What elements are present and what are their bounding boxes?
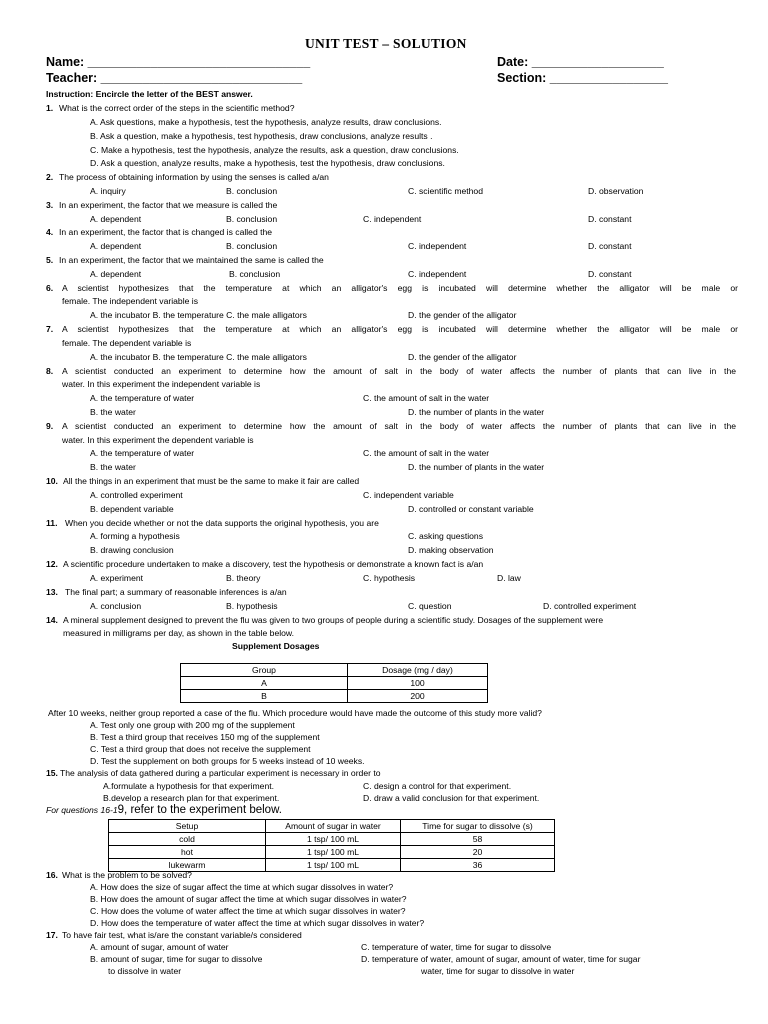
question-text: water. In this experiment the independent variable is (62, 379, 261, 389)
question-number: 13. (46, 587, 58, 597)
choice[interactable]: C. How does the volume of water affect the time at which sugar dissolves in water? (90, 906, 406, 916)
question-number: 11. (46, 518, 58, 528)
question-text: A scientist conducted an experiment to determine how the amount of salt in the body of water affects the number of plants that can live in the (62, 421, 736, 431)
table-header: Setup (109, 820, 266, 833)
choice[interactable]: A. amount of sugar, amount of water (90, 942, 229, 952)
table-cell: 200 (348, 690, 488, 703)
table-row (109, 833, 555, 846)
choice[interactable]: A. conclusion (90, 601, 142, 611)
supplement-dosages-table (180, 663, 488, 703)
table-cell: cold (109, 833, 266, 846)
table-header: Time for sugar to dissolve (s) (401, 820, 555, 833)
choice[interactable]: A. Ask questions, make a hypothesis, test the hypothesis, analyze results, draw conclusions. (90, 117, 442, 127)
question-text: A scientist hypothesizes that the temperature at which an alligator's egg is incubated will determine whether the alligator will be male or (62, 324, 738, 334)
choice[interactable]: D. the number of plants in the water (408, 462, 545, 472)
choice[interactable]: C. temperature of water, time for sugar to dissolve (361, 942, 552, 952)
question-text: A mineral supplement designed to prevent the flu was given to two groups of people during a scientific study. Dosages of the supplement were (63, 615, 604, 625)
choice[interactable]: B. Test a third group that receives 150 mg of the supplement (90, 732, 320, 742)
choice[interactable]: A. forming a hypothesis (90, 531, 180, 541)
choice[interactable]: B. How does the amount of sugar affect the time at which sugar dissolves in water? (90, 894, 407, 904)
question-number: 6. (46, 283, 54, 293)
choice-continued: water, time for sugar to dissolve in water (421, 966, 575, 976)
table-row (109, 846, 555, 859)
choice[interactable]: B. conclusion (226, 241, 278, 251)
choice[interactable]: C. scientific method (408, 186, 483, 196)
table-cell: 36 (401, 859, 555, 872)
choice[interactable]: C. question (408, 601, 452, 611)
choice[interactable]: B.develop a research plan for that experiment. (103, 793, 280, 803)
choice[interactable]: C. independent (408, 269, 467, 279)
question-text: female. The dependent variable is (62, 338, 192, 348)
choice[interactable]: C. Make a hypothesis, test the hypothesis, analyze the results, ask a question, draw conclusions. (90, 145, 459, 155)
choice[interactable]: C. Test a third group that does not receive the supplement (90, 744, 311, 754)
choice[interactable]: D. How does the temperature of water affect the time at which sugar dissolves in water? (90, 918, 425, 928)
choice[interactable]: B. conclusion (229, 269, 281, 279)
choice[interactable]: B. the water (90, 462, 136, 472)
question-text: After 10 weeks, neither group reported a case of the flu. Which procedure would have made the outcome of this study more valid? (48, 708, 542, 718)
choice[interactable]: B. hypothesis (226, 601, 278, 611)
table-cell: B (181, 690, 348, 703)
section-field[interactable]: Section: _________________ (497, 71, 668, 85)
question-text: To have fair test, what is/are the constant variable/s considered (62, 930, 302, 940)
section-intro (46, 805, 282, 816)
question-number: 12. (46, 559, 58, 569)
question-number: 2. (46, 172, 54, 182)
choice[interactable]: A. inquiry (90, 186, 126, 196)
choice[interactable]: B. conclusion (226, 214, 278, 224)
question-text: A scientist conducted an experiment to determine how the amount of salt in the body of water affects the number of plants that can live in the (62, 366, 736, 376)
table-header-row (109, 820, 555, 833)
choice[interactable]: A. Test only one group with 200 mg of the supplement (90, 720, 295, 730)
choice[interactable]: B. the water (90, 407, 136, 417)
choice[interactable]: B. Ask a question, make a hypothesis, test hypothesis, draw conclusions, analyze results . (90, 131, 433, 141)
choice[interactable]: D. law (497, 573, 521, 583)
choice[interactable]: A. the incubator B. the temperature C. the male alligators (90, 310, 307, 320)
choice[interactable]: D. temperature of water, amount of sugar, amount of water, time for sugar (361, 954, 641, 964)
choice[interactable]: B. conclusion (226, 186, 278, 196)
question-number: 7. (46, 324, 54, 334)
table-cell: A (181, 677, 348, 690)
choice[interactable]: C. hypothesis (363, 573, 416, 583)
choice[interactable]: C. the amount of salt in the water (363, 448, 490, 458)
intro-small-text: For questions 16-1 (46, 805, 118, 815)
table-cell: 100 (348, 677, 488, 690)
table-cell: 1 tsp/ 100 mL (266, 833, 401, 846)
choice[interactable]: B. theory (226, 573, 261, 583)
question-text: In an experiment, the factor that is changed is called the (59, 227, 273, 237)
question-text: What is the correct order of the steps in the scientific method? (59, 103, 295, 113)
table-cell: 1 tsp/ 100 mL (266, 846, 401, 859)
table-header-row (181, 664, 488, 677)
choice[interactable]: A. the temperature of water (90, 393, 195, 403)
question-number: 8. (46, 366, 54, 376)
question-number: 17. (46, 930, 58, 940)
table-header: Amount of sugar in water (266, 820, 401, 833)
question-text: All the things in an experiment that must be the same to make it fair are called (63, 476, 360, 486)
table-cell: 58 (401, 833, 555, 846)
choice[interactable]: D. the number of plants in the water (408, 407, 545, 417)
intro-large-text: 9, refer to the experiment below. (117, 804, 282, 816)
table-cell: hot (109, 846, 266, 859)
choice[interactable]: D. the gender of the alligator (408, 310, 517, 320)
date-field[interactable]: Date: ___________________ (497, 55, 664, 69)
choice[interactable]: B. dependent variable (90, 504, 174, 514)
question-text: A scientific procedure undertaken to make a discovery, test the hypothesis or demonstrate a known fact is a/an (63, 559, 484, 569)
question-text: The process of obtaining information by using the senses is called a/an (59, 172, 329, 182)
question-text: When you decide whether or not the data supports the original hypothesis, you are (65, 518, 379, 528)
choice[interactable]: D. draw a valid conclusion for that experiment. (363, 793, 540, 803)
question-number: 15. (46, 768, 58, 778)
table-row (181, 690, 488, 703)
table-title: Supplement Dosages (232, 641, 320, 651)
table-cell: 20 (401, 846, 555, 859)
question-text: In an experiment, the factor that we maintained the same is called the (59, 255, 324, 265)
table-header: Dosage (mg / day) (348, 664, 488, 677)
question-number: 3. (46, 200, 54, 210)
question-number: 14. (46, 615, 58, 625)
choice[interactable]: A. experiment (90, 573, 144, 583)
question-text: measured in milligrams per day, as shown in the table below. (63, 628, 295, 638)
question-text: A scientist hypothesizes that the temperature at which an alligator's egg is incubated will determine whether the alligator will be male or (62, 283, 738, 293)
choice[interactable]: A. the temperature of water (90, 448, 195, 458)
choice[interactable]: C. independent (408, 241, 467, 251)
choice[interactable]: A. dependent (90, 269, 142, 279)
table-header: Group (181, 664, 348, 677)
choice[interactable]: C. the amount of salt in the water (363, 393, 490, 403)
question-text: What is the problem to be solved? (62, 870, 192, 880)
teacher-field[interactable]: Teacher: _____________________________ (46, 71, 303, 85)
choice[interactable]: D. the gender of the alligator (408, 352, 517, 362)
choice[interactable]: D. controlled experiment (543, 601, 637, 611)
choice[interactable]: A. the incubator B. the temperature C. the male alligators (90, 352, 307, 362)
question-text: water. In this experiment the dependent variable is (62, 435, 254, 445)
choice[interactable]: B. drawing conclusion (90, 545, 174, 555)
question-text: In an experiment, the factor that we measure is called the (59, 200, 278, 210)
choice[interactable]: D. constant (588, 269, 632, 279)
question-number: 1. (46, 103, 54, 113)
question-text: The final part; a summary of reasonable inferences is a/an (65, 587, 287, 597)
choice[interactable]: C. design a control for that experiment. (363, 781, 512, 791)
question-number: 10. (46, 476, 58, 486)
question-number: 5. (46, 255, 54, 265)
table-row (181, 677, 488, 690)
choice[interactable]: B. amount of sugar, time for sugar to dissolve (90, 954, 263, 964)
question-number: 9. (46, 421, 54, 431)
choice[interactable]: C. independent (363, 214, 422, 224)
choice[interactable]: C. asking questions (408, 531, 483, 541)
choice[interactable]: D. observation (588, 186, 644, 196)
name-field[interactable]: Name: ________________________________ (46, 55, 311, 69)
choice[interactable]: A. dependent (90, 214, 142, 224)
table-cell: 1 tsp/ 100 mL (266, 859, 401, 872)
choice[interactable]: D. controlled or constant variable (408, 504, 534, 514)
choice[interactable]: D. making observation (408, 545, 494, 555)
table-cell: lukewarm (109, 859, 266, 872)
choice-continued: to dissolve in water (108, 966, 182, 976)
choice[interactable]: A. How does the size of sugar affect the time at which sugar dissolves in water? (90, 882, 394, 892)
question-text: female. The independent variable is (62, 296, 198, 306)
choice[interactable]: A. dependent (90, 241, 142, 251)
question-number: 4. (46, 227, 54, 237)
question-text: The analysis of data gathered during a particular experiment is necessary in order to (60, 768, 381, 778)
sugar-experiment-table (108, 819, 555, 872)
choice[interactable]: D. constant (588, 214, 632, 224)
choice[interactable]: D. Ask a question, analyze results, make a hypothesis, test the hypothesis, draw conclusions. (90, 158, 445, 168)
choice[interactable]: D. Test the supplement on both groups for 5 weeks instead of 10 weeks. (90, 756, 365, 766)
choice[interactable]: A.formulate a hypothesis for that experiment. (103, 781, 275, 791)
choice[interactable]: C. independent variable (363, 490, 454, 500)
choice[interactable]: D. constant (588, 241, 632, 251)
choice[interactable]: A. controlled experiment (90, 490, 183, 500)
page-title: UNIT TEST – SOLUTION (305, 36, 467, 51)
question-number: 16. (46, 870, 58, 880)
instruction: Instruction: Encircle the letter of the BEST answer. (46, 89, 253, 99)
